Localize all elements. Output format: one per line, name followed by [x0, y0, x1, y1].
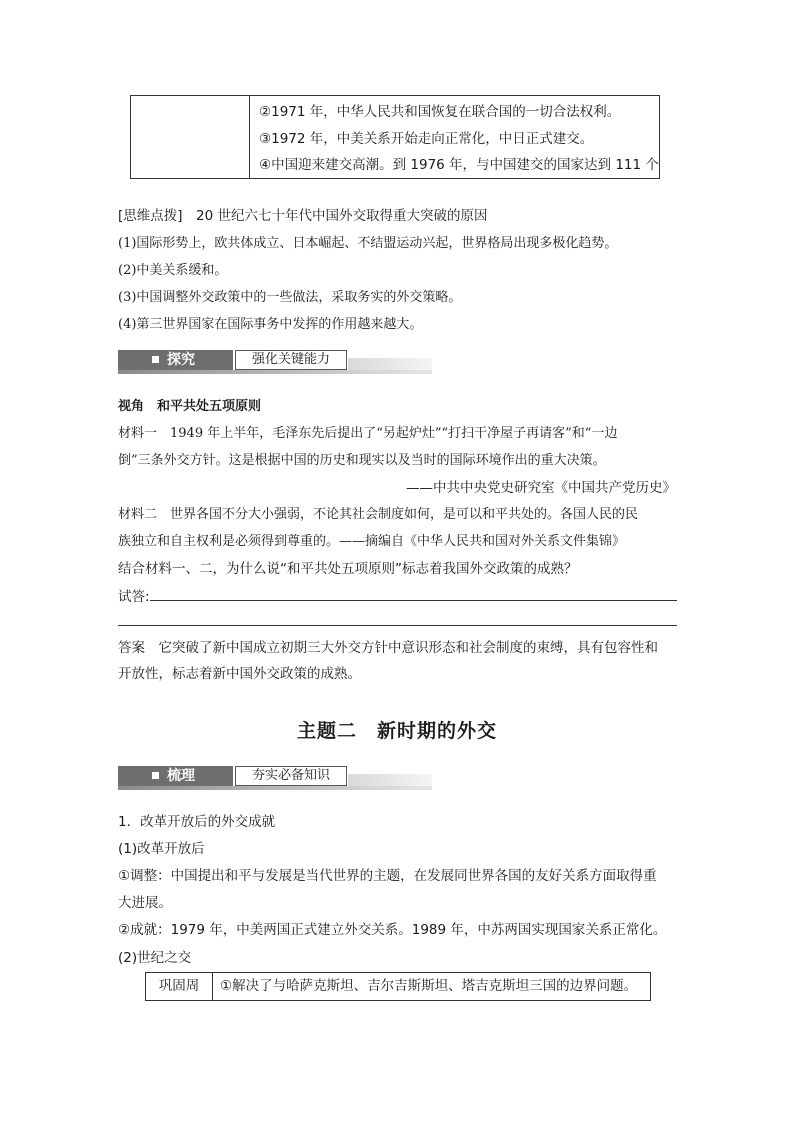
- section-sub-1: (1)改革开放后: [118, 841, 205, 857]
- answer-separator: [118, 625, 677, 626]
- banner-fade-bg: [348, 774, 432, 786]
- table-cell-content: ①解决了与哈萨克斯坦、吉尔吉斯斯坦、塔吉克斯坦三国的边界问题。: [220, 978, 638, 994]
- adjust-line-2: 大进展。: [118, 895, 172, 911]
- answer-blank-line[interactable]: [150, 600, 677, 601]
- answer-line-2: 开放性，标志着新中国外交政策的成熟。: [118, 666, 361, 682]
- banner-fade-bg: [348, 358, 432, 370]
- explore-banner: [118, 350, 432, 374]
- banner-tag: [118, 350, 233, 370]
- section-heading: 1．改革开放后的外交成就: [118, 814, 276, 830]
- achieve-line: ②成就：1979 年，中美两国正式建立外交关系。1989 年，中苏两国实现国家关系正常化。: [118, 922, 667, 938]
- square-icon: [152, 356, 159, 363]
- square-icon: [152, 772, 159, 779]
- thinking-point-3: (3)中国调整外交政策中的一些做法，采取务实的外交策略。: [118, 290, 462, 305]
- century-table: [145, 972, 651, 1001]
- section-sub-2: (2)世纪之交: [118, 950, 192, 966]
- table-row-1971: ②1971 年，中华人民共和国恢复在联合国的一切合法权利。: [259, 104, 621, 120]
- topic-title: 主题二 新时期的外交: [296, 720, 497, 742]
- adjust-line-1: ①调整：中国提出和平与发展是当代世界的主题，在发展同世界各国的友好关系方面取得重: [118, 868, 657, 884]
- foreign-relations-table: [130, 95, 660, 179]
- table-divider: [249, 96, 250, 178]
- thinking-point-1: (1)国际形势上，欧共体成立、日本崛起、不结盟运动兴起，世界格局出现多极化趋势。: [118, 236, 618, 251]
- review-banner: [118, 766, 432, 790]
- explore-angle: 视角 和平共处五项原则: [118, 399, 262, 414]
- material-2-line-2: 族独立和自主权利是必须得到尊重的。——摘编自《中华人民共和国对外关系文件集锦》: [118, 534, 626, 549]
- thinking-point-2: (2)中美关系缓和。: [118, 263, 228, 278]
- banner-underline: [118, 370, 432, 374]
- material-1-line-2: 倒”三条外交方针。这是根据中国的历史和现实以及当时的国际环境作出的重大决策。: [118, 453, 606, 468]
- table-row-1972: ③1972 年，中美关系开始走向正常化，中日正式建交。: [259, 131, 594, 147]
- table-row-1976: ④中国迎来建交高潮。到 1976 年，与中国建交的国家达到 111 个: [259, 157, 659, 173]
- try-answer-label: 试答:: [118, 589, 150, 605]
- banner-tag-text: 探究: [167, 352, 195, 368]
- banner-tag: [118, 766, 233, 786]
- banner-underline: [118, 786, 432, 790]
- thinking-point-4: (4)第三世界国家在国际事务中发挥的作用越来越大。: [118, 317, 423, 332]
- answer-line-1: 答案 它突破了新中国成立初期三大外交方针中意识形态和社会制度的束缚，具有包容性和: [118, 640, 658, 656]
- explore-question: 结合材料一、二，为什么说“和平共处五项原则”标志着我国外交政策的成熟？: [118, 561, 578, 577]
- banner-tag-text: 梳理: [167, 768, 195, 784]
- thinking-heading: [思维点拨] 20 世纪六七十年代中国外交取得重大突破的原因: [118, 208, 488, 224]
- material-2-line-1: 材料二 世界各国不分大小强弱，不论其社会制度如何，是可以和平共处的。各国人民的民: [118, 507, 639, 522]
- banner-label: 夯实必备知识: [235, 766, 347, 786]
- material-1-source: ——中共中央党史研究室《中国共产党历史》: [406, 480, 676, 496]
- table-cell-category: 巩固周: [146, 973, 213, 1000]
- banner-label: 强化关键能力: [235, 350, 347, 370]
- material-1-line-1: 材料一 1949 年上半年，毛泽东先后提出了“另起炉灶”“打扫干净屋子再请客”和“一边: [118, 426, 618, 441]
